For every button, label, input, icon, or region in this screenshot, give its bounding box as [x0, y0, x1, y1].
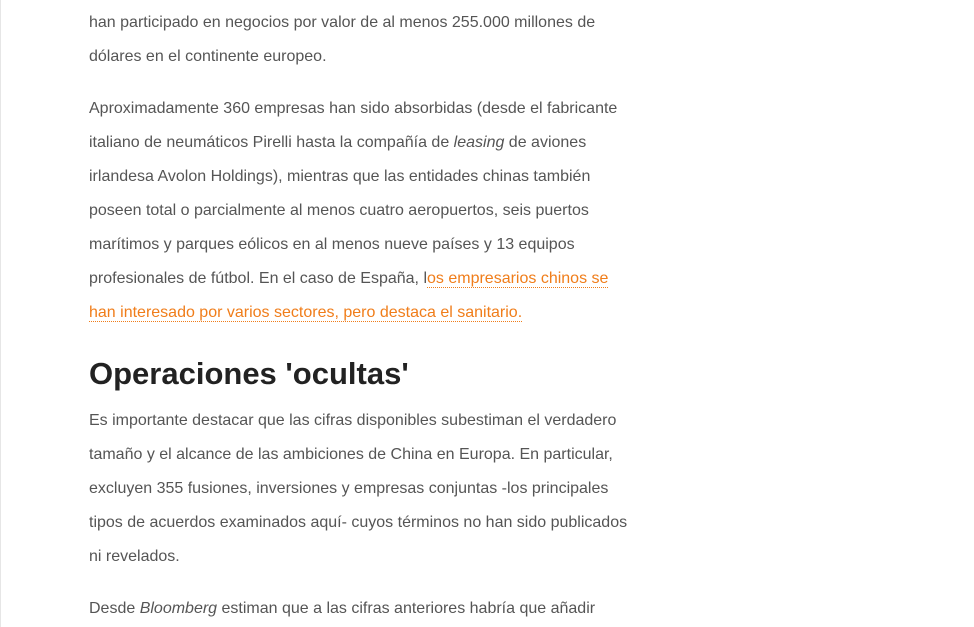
- spain-investors-link[interactable]: os empresarios chinos se han interesado por varios sectores, pero destaca el sanitario.: [89, 270, 609, 321]
- italic-leasing: leasing: [453, 134, 505, 151]
- paragraph-bloomberg: [89, 592, 634, 626]
- paragraph-acquisitions-text-start: Aproximadamente 360 empresas han sido absorbidas (desde el fabricante italiano de neumáticos Pirelli hasta la compañía de: [89, 100, 618, 151]
- article-body: [89, 6, 634, 626]
- paragraph-intro-continuation: han participado en negocios por valor de al menos 255.000 millones de dólares en el continente europeo.: [89, 14, 596, 65]
- italic-bloomberg: Bloomberg: [139, 600, 218, 617]
- paragraph-acquisitions-text-middle: de aviones irlandesa Avolon Holdings), mientras que las entidades chinas también poseen total o parcialmente al menos cuatro aeropuertos, seis puertos marítimos y parques eólicos en al menos nueve países y 13 equipos profesionales de fútbol. En el caso de España, l: [89, 134, 591, 287]
- page-left-border: [0, 0, 1, 627]
- paragraph-bloomberg-text-start: Desde: [89, 600, 140, 617]
- paragraph-acquisitions: [89, 92, 634, 330]
- section-heading: Operaciones 'ocultas': [89, 356, 409, 391]
- paragraph-bloomberg-text-end: estiman que a las cifras anteriores habría que añadir: [217, 600, 596, 617]
- paragraph-hidden-operations: Es importante destacar que las cifras disponibles subestiman el verdadero tamaño y el alcance de las ambiciones de China en Europa. En particular, excluyen 355 fusiones, inversiones y empresas conjuntas -los principales tipos de acuerdos examinados aquí- cuyos términos no han sido publicados ni revelados.: [89, 412, 628, 565]
